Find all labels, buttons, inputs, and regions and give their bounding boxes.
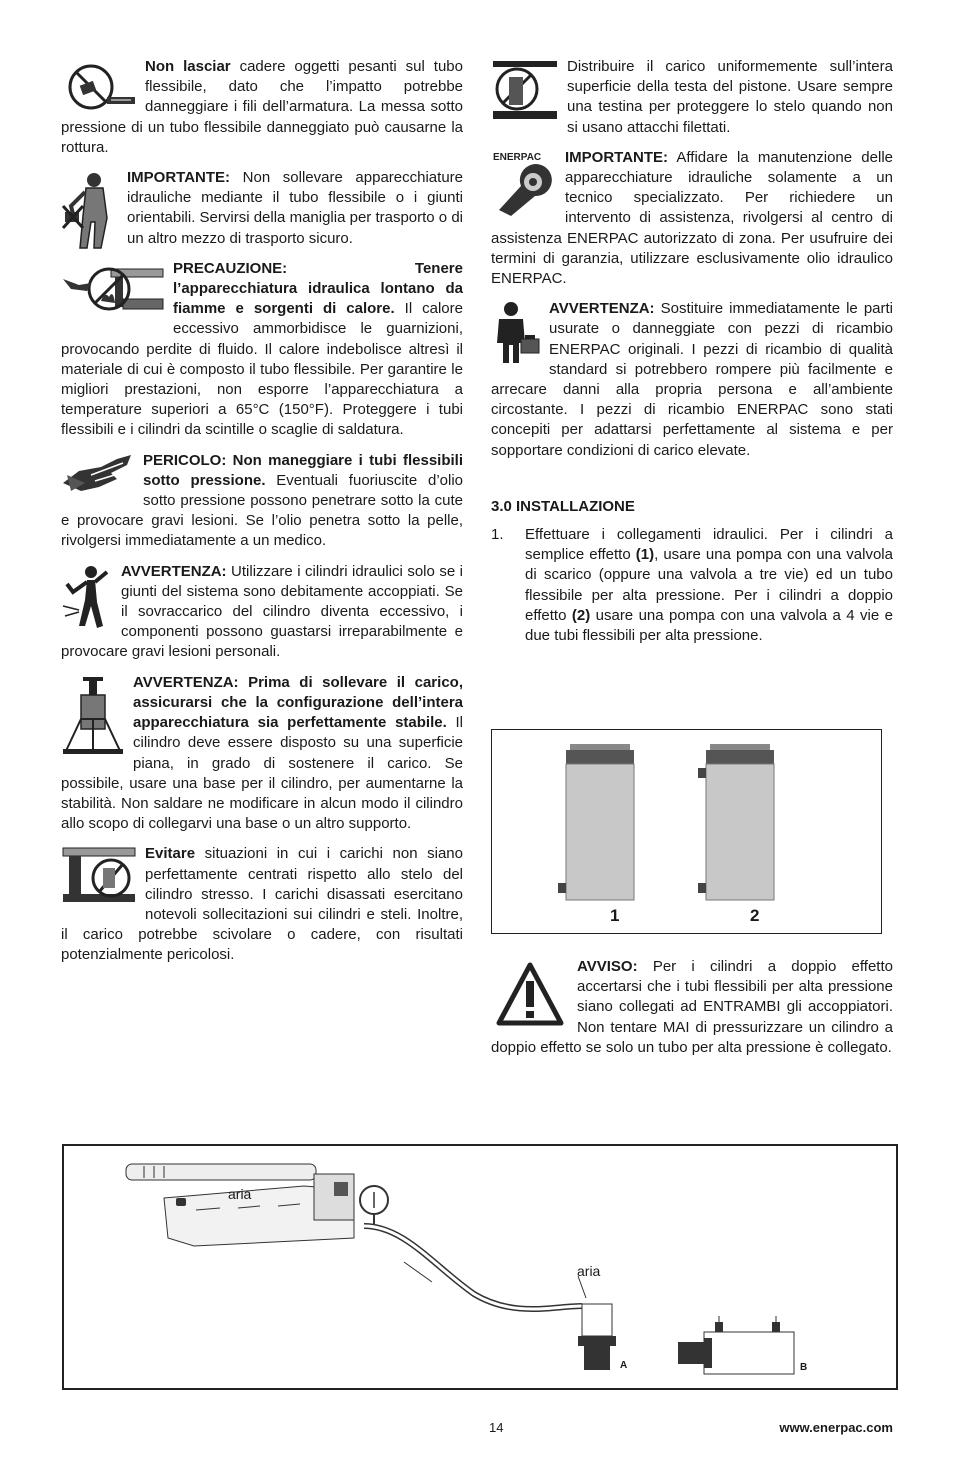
warning-bold: IMPORTANTE: <box>127 169 231 187</box>
warning-bold: AVVERTENZA: Prima di sollevare il carico, assicurarsi che la configurazione dell’intera apparecchiatura sia perfettamente stabile. <box>133 673 463 732</box>
keep-away-from-flame-icon <box>61 261 165 321</box>
enerpac-service-icon <box>491 150 557 216</box>
distribute-load-icon <box>491 59 559 123</box>
label-b: B <box>800 1362 808 1373</box>
warning-couplers <box>61 562 463 663</box>
note-text: Distribuire il carico uniformemente sull’intera superficie della testa del pistone. Usare sempre una testina per proteggere lo stelo quando non si usano attacchi filettati. <box>567 58 893 136</box>
warning-bold: AVVERTENZA: <box>121 562 227 580</box>
list-text-part: Effettuare i collegamenti idraulici. Per i cilindri a semplice effetto <box>525 526 893 564</box>
stable-setup-icon <box>61 675 125 757</box>
note-service <box>491 148 893 289</box>
off-center-load-icon <box>61 846 137 904</box>
note-distribute-load <box>491 57 893 138</box>
warning-text: Il calore eccessivo ammorbidisce le guarnizioni, provocando perdite di fluido. Il calore indebolisce altresì il materiale di cui è composto il tubo flessibile. Per garantire le migliori prestazioni, non esporre l’apparecchiatura a temperature superiori a 65°C (150°F). Proteggere i tubi flessibili e i cilindri da scintille o scaglie di saldatura. <box>61 300 463 439</box>
caution-triangle-icon <box>495 961 565 1033</box>
list-item <box>491 525 893 646</box>
warning-replacement-parts <box>491 299 893 461</box>
cylinder-figure <box>491 729 882 934</box>
label-a: A <box>620 1360 628 1371</box>
list-number: 1. <box>491 526 504 544</box>
pump-drawing <box>64 1146 896 1388</box>
list-text-bold: (2) <box>571 606 591 624</box>
right-column <box>491 57 893 646</box>
technician-icon <box>491 301 541 365</box>
danger-text: Eventuali fuoriuscite d’olio sotto pressione possono penetrare sotto la cute e provocare gravi lesioni. Se l’olio penetra sotto la pelle, rivolgersi immediatamente a un medico. <box>61 471 463 550</box>
warning-text: Utilizzare i cilindri idraulici solo se i giunti del sistema sono debitamente accoppiati. Se il sovraccarico del cilindro diventa eccessivo, i componenti possono guastarsi irreparabilmente e provocare gravi lesioni personali. <box>61 562 463 661</box>
note-bold: IMPORTANTE: <box>565 148 669 166</box>
list-text <box>525 525 893 646</box>
pump-diagram <box>62 1144 898 1390</box>
website-url: www.enerpac.com <box>779 1420 893 1435</box>
air-label-pump: aria <box>228 1186 252 1202</box>
single-acting-label: 1 <box>610 906 620 925</box>
warning-text: Non sollevare apparecchiature idrauliche mediante il tubo flessibile o i giunti orientabili. Servirsi della maniglia per trasporto o di un altro mezzo di trasporto sicuro. <box>127 169 463 247</box>
no-drop-weight-icon <box>61 59 137 115</box>
enerpac-badge: ENERPAC <box>493 151 542 163</box>
double-acting-label: 2 <box>750 906 760 925</box>
warning-bold: Non lasciar <box>145 58 231 75</box>
notice-double-acting <box>491 957 893 1058</box>
cylinder-drawing <box>492 730 881 933</box>
warning-bold: PRECAUZIONE: Tenere l’apparecchiatura idraulica lontano da fiamme e sorgenti di calore. <box>173 259 463 318</box>
note-text: Affidare la manutenzione delle apparecchiature idrauliche solamente a un tecnico specializzato. Per richiedere un intervento di assistenza, rivolgersi al centro di assistenza ENERPAC autorizzato di zona. Per usufruire dei termini di garanzia, utilizzare esclusivamente olio idraulico ENERPAC. <box>491 148 893 288</box>
notice-text: Per i cilindri a doppio effetto accertarsi che i tubi flessibili per alta pressione siano collegati ad ENTRAMBI gli accoppiatori. Non tentare MAI di pressurizzare un cilindro a doppio effetto se solo un tubo per alta pressione è collegato. <box>491 958 893 1056</box>
list-text-bold: (1) <box>635 546 655 564</box>
warning-text: Il cilindro deve essere disposto su una superficie piana, in grado di sostenere il carico. Se possibile, usare una base per il cilindro, per aumentarne la stabilità. Non saldare ne modificare in alcun modo il cilindro allo scopo di collegarvi una base o un altro supporto. <box>61 714 463 833</box>
warning-text: Sostituire immediatamente le parti usurate o danneggiate con pezzi di ricambio ENERPAC originali. I pezzi di ricambio di qualità standard si potrebbero rompere più facilmente e arrecare danni alla propria persona e all’ambiente circostante. I pezzi di ricambio ENERPAC sono stati concepiti per adattarsi perfettamente al sistema e per sopportare condizioni di carico elevate. <box>491 300 893 459</box>
list-text-part: usare una pompa con una valvola a 4 vie e due tubi flessibili per alta pressione. <box>525 606 893 645</box>
no-lift-by-hose-icon <box>61 170 119 250</box>
warning-text: situazioni in cui i carichi non siano perfettamente centrati rispetto allo stelo del cilindro stresso. I carichi disassati esercitano notevoli sollecitazioni sui cilindri e steli. Inoltre, il carico potrebbe scivolare o cadere, con risultati potenzialmente pericolosi. <box>61 845 463 964</box>
danger-pressurized-hose <box>61 451 463 552</box>
injury-warning-icon <box>61 564 113 630</box>
warning-bold: AVVERTENZA: <box>549 300 655 318</box>
warning-drop-weight <box>61 57 463 158</box>
warning-stability <box>61 673 463 835</box>
left-column <box>61 57 463 976</box>
section-title: 3.0 INSTALLAZIONE <box>491 497 635 515</box>
notice-bold: AVVISO: <box>577 958 638 975</box>
warning-lift-hose <box>61 168 463 249</box>
page-number: 14 <box>489 1420 504 1435</box>
oil-injection-hazard-icon <box>61 453 135 495</box>
warning-heat <box>61 259 463 441</box>
warning-text: cadere oggetti pesanti sul tubo flessibile, dato che l’impatto potrebbe danneggiare i fili dell’armatura. La messa sotto pressione di un tubo flessibile danneggiato può causarne la rottura. <box>61 58 463 156</box>
air-label-cylinder: aria <box>577 1263 601 1279</box>
danger-bold: PERICOLO: Non maneggiare i tubi flessibili sotto pressione. <box>143 451 463 489</box>
warning-off-center <box>61 844 463 965</box>
list-text-part: , usare una pompa con una valvola di scarico (oppure una valvola a tre vie) ed un tubo flessibile per alta pressione. Per i cilindri a doppio effetto <box>525 546 893 624</box>
warning-bold: Evitare <box>145 845 196 863</box>
